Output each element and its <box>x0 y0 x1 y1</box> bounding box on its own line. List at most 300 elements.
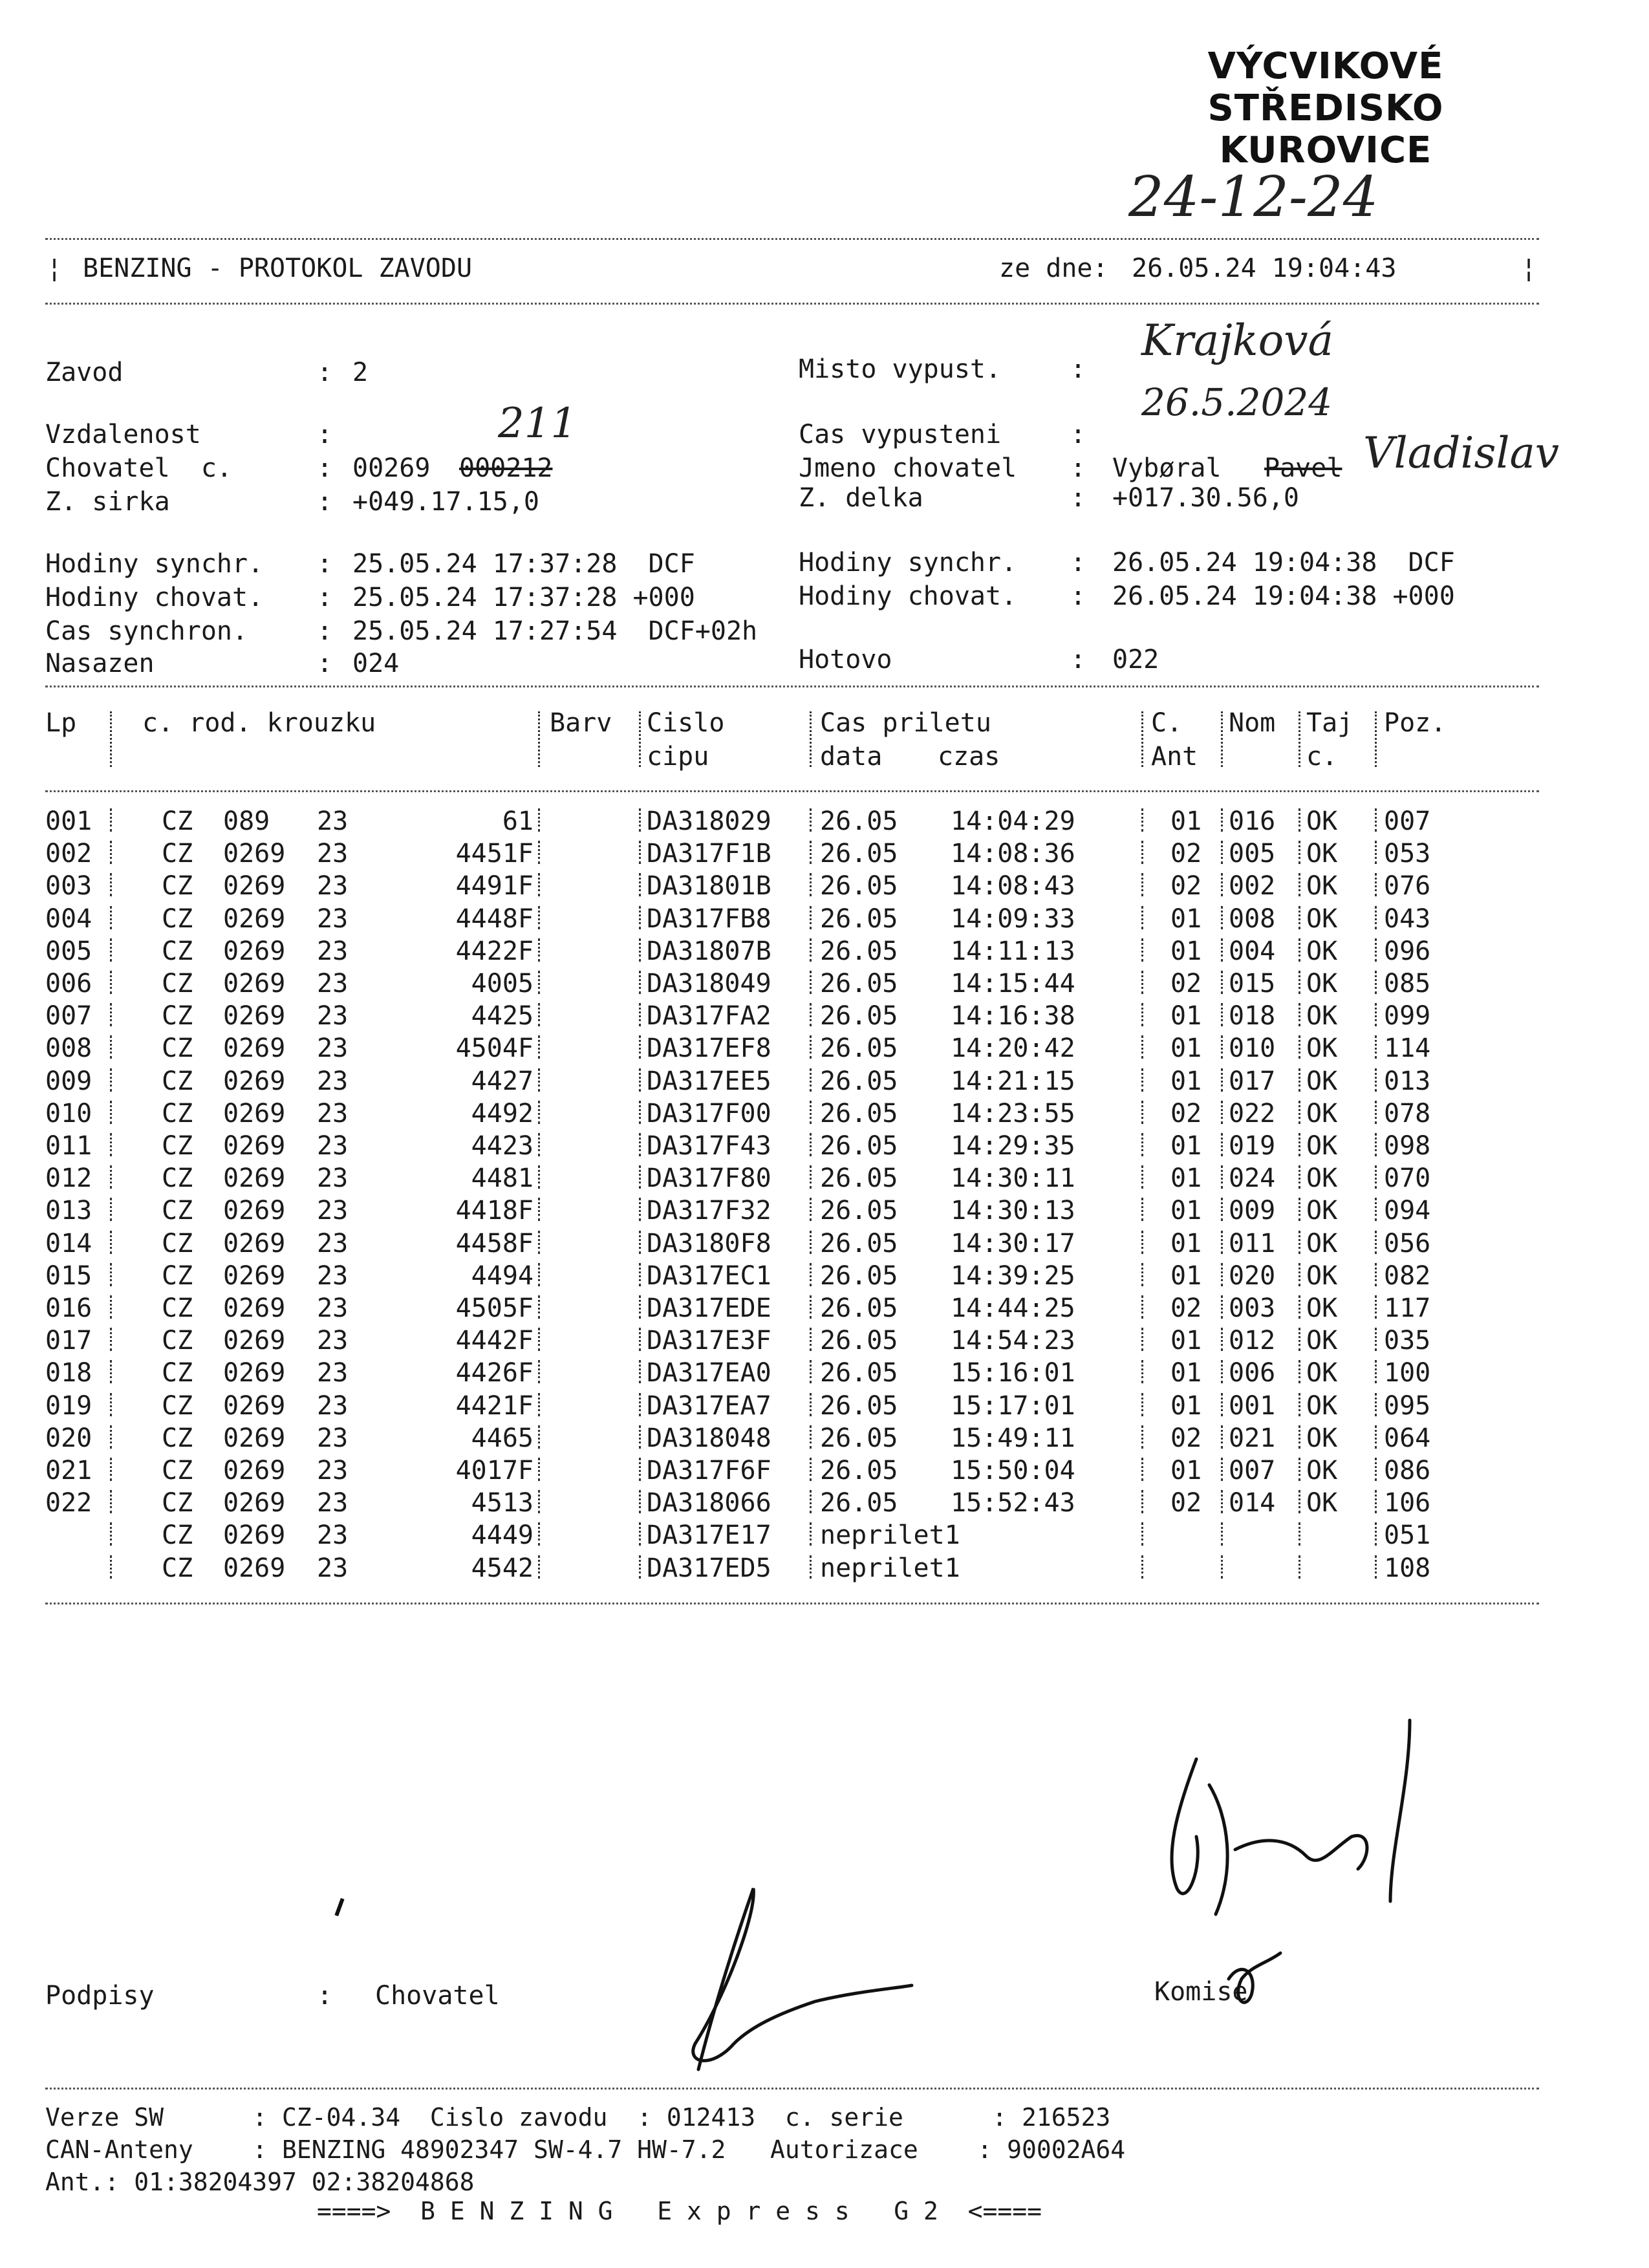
cell-taj: OK <box>1306 1163 1338 1194</box>
podpisy-colon: : <box>317 1981 333 2011</box>
cell-year: 23 <box>317 1228 349 1258</box>
komise-label: Komise <box>1154 1977 1248 2007</box>
cell-chip: DA317EDE <box>647 1293 771 1323</box>
cell-year: 23 <box>317 839 349 869</box>
cell-chip: DA317EF8 <box>647 1033 771 1064</box>
column-separator <box>810 841 814 864</box>
cell-nom: 022 <box>1229 1098 1276 1129</box>
cell-chip: DA317E17 <box>647 1520 771 1551</box>
cell-ring: 61 <box>502 806 534 836</box>
cell-lp: 012 <box>45 1163 92 1194</box>
column-separator <box>639 1068 643 1092</box>
cell-ring: 4427 <box>471 1066 534 1096</box>
table-row <box>0 1555 1649 1588</box>
rule-top <box>45 238 1539 240</box>
column-separator <box>1299 841 1303 864</box>
cell-year: 23 <box>317 903 349 934</box>
column-separator <box>810 1360 814 1383</box>
cell-year: 23 <box>317 1358 349 1388</box>
cell-lp: 019 <box>45 1390 92 1421</box>
table-row <box>0 938 1649 971</box>
cell-org: 0269 <box>223 1390 286 1421</box>
cell-ant: 01 <box>1170 1326 1202 1356</box>
column-separator <box>639 873 643 896</box>
cell-org: 0269 <box>223 969 286 999</box>
cell-ant: 02 <box>1170 871 1202 902</box>
cell-ant: 01 <box>1170 806 1202 836</box>
cell-org: 0269 <box>223 1196 286 1226</box>
column-separator <box>810 1425 814 1449</box>
header-sep <box>810 711 814 767</box>
cell-lp: 008 <box>45 1033 92 1064</box>
column-separator <box>1141 1003 1146 1026</box>
cell-time: 14:23:55 <box>951 1098 1075 1129</box>
cell-org: 0269 <box>223 903 286 934</box>
cell-taj: OK <box>1306 1423 1338 1453</box>
header-nom: Nom <box>1229 708 1276 738</box>
cell-poz: 013 <box>1384 1066 1431 1096</box>
cell-nom: 020 <box>1229 1260 1276 1291</box>
cell-country: CZ <box>162 1520 193 1551</box>
table-row <box>0 873 1649 905</box>
cell-chip: DA317ED5 <box>647 1553 771 1583</box>
cell-chip: DA317EA7 <box>647 1390 771 1421</box>
header-c-1: C. <box>1151 708 1183 738</box>
table-row <box>0 1198 1649 1230</box>
column-separator <box>1375 1328 1379 1351</box>
column-separator <box>1221 1522 1225 1546</box>
column-separator <box>1141 971 1146 994</box>
cell-org: 0269 <box>223 1423 286 1453</box>
cell-year: 23 <box>317 1131 349 1161</box>
cell-org: 0269 <box>223 1066 286 1096</box>
cell-org: 0269 <box>223 1228 286 1258</box>
table-row <box>0 1458 1649 1490</box>
table-row <box>0 1295 1649 1328</box>
cell-nom: 012 <box>1229 1326 1276 1356</box>
cell-chip: DA31807B <box>647 936 771 966</box>
cell-date: 26.05 <box>820 969 898 999</box>
column-separator <box>1375 1458 1379 1481</box>
cell-lp: 022 <box>45 1488 92 1518</box>
cell-poz: 053 <box>1384 839 1431 869</box>
cell-time: 15:17:01 <box>951 1390 1075 1421</box>
column-separator <box>538 1198 543 1221</box>
cell-nom: 016 <box>1229 806 1276 836</box>
cell-ring: 4491F <box>455 871 534 902</box>
column-separator <box>110 1198 114 1221</box>
cell-date: 26.05 <box>820 1131 898 1161</box>
column-separator <box>1375 1133 1379 1156</box>
cell-chip: DA317E3F <box>647 1326 771 1356</box>
sync-left-label-2: Hodiny chovat. <box>45 583 264 612</box>
cell-date: 26.05 <box>820 1098 898 1129</box>
cell-nom: 007 <box>1229 1456 1276 1485</box>
cell-ring: 4465 <box>471 1423 534 1453</box>
column-separator <box>1141 1555 1146 1579</box>
cell-org: 0269 <box>223 1260 286 1291</box>
column-separator <box>538 873 543 896</box>
column-separator <box>1141 1393 1146 1416</box>
cell-lp: 006 <box>45 969 92 999</box>
column-separator <box>1141 938 1146 962</box>
column-separator <box>1299 1490 1303 1513</box>
cell-ring: 4505F <box>455 1293 534 1323</box>
cell-time: 14:16:38 <box>951 1001 1075 1031</box>
cell-date: neprilet1 <box>820 1520 960 1551</box>
cell-nom: 005 <box>1229 839 1276 869</box>
cell-org: 0269 <box>223 839 286 869</box>
cell-lp: 020 <box>45 1423 92 1453</box>
column-separator <box>1141 1263 1146 1286</box>
cell-lp: 004 <box>45 903 92 934</box>
column-separator <box>810 1295 814 1319</box>
column-separator <box>110 1165 114 1189</box>
footer-brand-line: ====> B E N Z I N G E x p r e s s G 2 <==== <box>317 2197 1042 2225</box>
sync-left-value-1: 25.05.24 17:37:28 DCF <box>352 549 695 579</box>
header-taj-2: c. <box>1306 742 1338 772</box>
cell-date: 26.05 <box>820 1326 898 1356</box>
cell-date: 26.05 <box>820 1358 898 1388</box>
chovatel-colon: : <box>317 453 333 483</box>
cell-year: 23 <box>317 1293 349 1323</box>
column-separator <box>1375 1263 1379 1286</box>
cell-lp: 002 <box>45 839 92 869</box>
column-separator <box>1299 1035 1303 1059</box>
sync-right-label-1: Hodiny synchr. <box>799 548 1017 578</box>
cell-country: CZ <box>162 1260 193 1291</box>
header-sep <box>1141 711 1146 767</box>
column-separator <box>110 1035 114 1059</box>
cell-ant: 02 <box>1170 1293 1202 1323</box>
cell-year: 23 <box>317 1260 349 1291</box>
column-separator <box>1299 1133 1303 1156</box>
cell-lp: 013 <box>45 1196 92 1226</box>
cell-chip: DA317F6F <box>647 1456 771 1485</box>
cell-org: 0269 <box>223 1553 286 1583</box>
institution-stamp <box>1099 45 1552 171</box>
cell-date: 26.05 <box>820 936 898 966</box>
cell-poz: 076 <box>1384 871 1431 902</box>
cell-country: CZ <box>162 1390 193 1421</box>
cell-time: 15:49:11 <box>951 1423 1075 1453</box>
cell-poz: 043 <box>1384 903 1431 934</box>
column-separator <box>1221 1328 1225 1351</box>
table-header <box>0 710 1649 781</box>
header-sep <box>1299 711 1303 767</box>
cell-taj: OK <box>1306 1098 1338 1129</box>
header-c-2: Ant <box>1151 742 1198 772</box>
cell-country: CZ <box>162 903 193 934</box>
cell-ant: 01 <box>1170 936 1202 966</box>
column-separator <box>1221 1393 1225 1416</box>
cell-ant: 01 <box>1170 1228 1202 1258</box>
column-separator <box>1221 1555 1225 1579</box>
column-separator <box>810 1458 814 1481</box>
column-separator <box>538 1068 543 1092</box>
column-separator <box>1299 971 1303 994</box>
column-separator <box>1221 1458 1225 1481</box>
column-separator <box>110 1295 114 1319</box>
cell-lp: 015 <box>45 1260 92 1291</box>
cell-chip: DA317EE5 <box>647 1066 771 1096</box>
sync-right-value-3: 022 <box>1112 645 1159 675</box>
cell-time: 14:29:35 <box>951 1131 1075 1161</box>
column-separator <box>110 1360 114 1383</box>
cell-lp: 016 <box>45 1293 92 1323</box>
cell-nom: 011 <box>1229 1228 1276 1258</box>
column-separator <box>1375 1101 1379 1124</box>
cell-taj: OK <box>1306 839 1338 869</box>
cell-country: CZ <box>162 1553 193 1583</box>
column-separator <box>1375 906 1379 929</box>
zavod-value: 2 <box>352 358 369 387</box>
sirka-label: Z. sirka <box>45 487 170 517</box>
column-separator <box>1221 1295 1225 1319</box>
sync-right-colon-3: : <box>1070 645 1086 675</box>
column-separator <box>110 1101 114 1124</box>
protocol-title: BENZING - PROTOKOL ZAVODU <box>83 254 473 283</box>
column-separator <box>1141 873 1146 896</box>
cell-poz: 108 <box>1384 1553 1431 1583</box>
table-row <box>0 1425 1649 1458</box>
cell-country: CZ <box>162 1228 193 1258</box>
cell-chip: DA317F00 <box>647 1098 771 1129</box>
table-row <box>0 841 1649 873</box>
cell-chip: DA318066 <box>647 1488 771 1518</box>
column-separator <box>538 906 543 929</box>
cell-chip: DA318049 <box>647 969 771 999</box>
cell-taj: OK <box>1306 1488 1338 1518</box>
chovatel-signature-label: Chovatel <box>375 1981 500 2011</box>
column-separator <box>110 808 114 832</box>
handwritten-date-top: 24-12-24 <box>1128 165 1379 230</box>
column-separator <box>1299 906 1303 929</box>
cell-time: 14:39:25 <box>951 1260 1075 1291</box>
header-sep <box>639 711 643 767</box>
cell-time: 14:44:25 <box>951 1293 1075 1323</box>
chovatel-struck-number: 000212 <box>459 453 553 483</box>
column-separator <box>810 1198 814 1221</box>
cell-org: 0269 <box>223 1098 286 1129</box>
column-separator <box>110 1133 114 1156</box>
column-separator <box>1299 1165 1303 1189</box>
column-separator <box>810 1068 814 1092</box>
cell-year: 23 <box>317 1033 349 1064</box>
delka-value: +017.30.56,0 <box>1112 483 1299 513</box>
column-separator <box>110 971 114 994</box>
cell-nom: 001 <box>1229 1390 1276 1421</box>
column-separator <box>538 1555 543 1579</box>
column-separator <box>110 1425 114 1449</box>
column-separator <box>1299 938 1303 962</box>
column-separator <box>810 873 814 896</box>
jmeno-handwritten: Vladislav <box>1363 428 1560 478</box>
cell-taj: OK <box>1306 871 1338 902</box>
table-row <box>0 1390 1649 1425</box>
column-separator <box>110 1263 114 1286</box>
column-separator <box>1299 1522 1303 1546</box>
column-separator <box>1141 1522 1146 1546</box>
column-separator <box>110 1328 114 1351</box>
cell-nom: 006 <box>1229 1358 1276 1388</box>
column-separator <box>1375 1393 1379 1416</box>
cell-date: 26.05 <box>820 871 898 902</box>
cell-org: 089 <box>223 806 270 836</box>
column-separator <box>1299 1425 1303 1449</box>
sync-left-value-4: 024 <box>352 649 400 678</box>
cell-ant: 01 <box>1170 1456 1202 1485</box>
column-separator <box>810 1328 814 1351</box>
cell-country: CZ <box>162 969 193 999</box>
table-row <box>0 1165 1649 1198</box>
cell-nom: 014 <box>1229 1488 1276 1518</box>
sync-right-label-3: Hotovo <box>799 645 1017 675</box>
cell-date: 26.05 <box>820 1163 898 1194</box>
header-barv: Barv <box>550 708 612 738</box>
cell-taj: OK <box>1306 1001 1338 1031</box>
cas-vypusteni-label: Cas vypusteni <box>799 420 1002 449</box>
cell-poz: 086 <box>1384 1456 1431 1485</box>
rule-table-top <box>45 686 1539 687</box>
cell-year: 23 <box>317 1326 349 1356</box>
cell-nom: 019 <box>1229 1131 1276 1161</box>
commission-signature <box>1138 1707 1500 2018</box>
jmeno-label: Jmeno chovatel <box>799 453 1017 483</box>
column-separator <box>1221 873 1225 896</box>
cell-year: 23 <box>317 1163 349 1194</box>
cell-ring: 4504F <box>455 1033 534 1064</box>
cell-ant: 01 <box>1170 1260 1202 1291</box>
cell-poz: 117 <box>1384 1293 1431 1323</box>
cell-date: 26.05 <box>820 1260 898 1291</box>
cell-lp: 010 <box>45 1098 92 1129</box>
column-separator <box>639 1198 643 1221</box>
cell-lp: 014 <box>45 1228 92 1258</box>
column-separator <box>1221 971 1225 994</box>
sync-left-label-1: Hodiny synchr. <box>45 549 264 579</box>
column-separator <box>1141 1165 1146 1189</box>
cell-chip: DA31801B <box>647 871 771 902</box>
header-cas-1: Cas priletu <box>820 708 991 738</box>
cell-poz: 095 <box>1384 1390 1431 1421</box>
column-separator <box>639 1555 643 1579</box>
column-separator <box>1221 906 1225 929</box>
column-separator <box>639 841 643 864</box>
header-taj-1: Taj <box>1306 708 1353 738</box>
cell-org: 0269 <box>223 1293 286 1323</box>
cell-time: 14:30:11 <box>951 1163 1075 1194</box>
column-separator <box>810 1263 814 1286</box>
cell-nom: 015 <box>1229 969 1276 999</box>
cell-nom: 003 <box>1229 1293 1276 1323</box>
cell-date: 26.05 <box>820 1423 898 1453</box>
column-separator <box>810 1393 814 1416</box>
column-separator <box>1299 1068 1303 1092</box>
cell-taj: OK <box>1306 806 1338 836</box>
cell-country: CZ <box>162 1163 193 1194</box>
column-separator <box>1141 1068 1146 1092</box>
column-separator <box>1299 1295 1303 1319</box>
cell-time: 14:15:44 <box>951 969 1075 999</box>
header-poz: Poz. <box>1384 708 1447 738</box>
cell-nom: 021 <box>1229 1423 1276 1453</box>
rule-header-bottom <box>45 790 1539 792</box>
column-separator <box>1141 1458 1146 1481</box>
cell-time: 15:52:43 <box>951 1488 1075 1518</box>
cell-time: 14:08:36 <box>951 839 1075 869</box>
column-separator <box>1375 1490 1379 1513</box>
cell-nom: 018 <box>1229 1001 1276 1031</box>
column-separator <box>639 1101 643 1124</box>
cell-lp: 017 <box>45 1326 92 1356</box>
column-separator <box>1221 1263 1225 1286</box>
cell-nom: 017 <box>1229 1066 1276 1096</box>
column-separator <box>639 1360 643 1383</box>
cell-year: 23 <box>317 1488 349 1518</box>
cell-org: 0269 <box>223 1520 286 1551</box>
cell-date: 26.05 <box>820 806 898 836</box>
cell-chip: DA317F32 <box>647 1196 771 1226</box>
cell-lp: 003 <box>45 871 92 902</box>
header-cislo-1: Cislo <box>647 708 725 738</box>
column-separator <box>639 1003 643 1026</box>
sync-left-colon-4: : <box>317 649 333 678</box>
column-separator <box>1299 1263 1303 1286</box>
column-separator <box>1299 873 1303 896</box>
cell-poz: 106 <box>1384 1488 1431 1518</box>
delka-colon: : <box>1070 483 1086 513</box>
cell-country: CZ <box>162 1326 193 1356</box>
cell-taj: OK <box>1306 1326 1338 1356</box>
vzdalenost-colon: : <box>317 420 333 449</box>
cell-time: 14:11:13 <box>951 936 1075 966</box>
cell-lp: 005 <box>45 936 92 966</box>
column-separator <box>810 1101 814 1124</box>
cell-year: 23 <box>317 1520 349 1551</box>
cell-taj: OK <box>1306 1131 1338 1161</box>
cell-date: 26.05 <box>820 839 898 869</box>
cell-country: CZ <box>162 839 193 869</box>
cell-ring: 4017F <box>455 1456 534 1485</box>
stamp-line-2: KUROVICE <box>1219 129 1432 171</box>
cell-year: 23 <box>317 1456 349 1485</box>
cell-date: neprilet1 <box>820 1553 960 1583</box>
cell-lp: 001 <box>45 806 92 836</box>
chovatel-label: Chovatel c. <box>45 453 232 483</box>
header-sep <box>1221 711 1225 767</box>
table-row <box>0 1522 1649 1555</box>
column-separator <box>1141 906 1146 929</box>
column-separator <box>1221 1003 1225 1026</box>
column-separator <box>1299 1555 1303 1579</box>
cell-poz: 056 <box>1384 1228 1431 1258</box>
cell-ring: 4418F <box>455 1196 534 1226</box>
header-sep <box>110 711 114 767</box>
cell-chip: DA3180F8 <box>647 1228 771 1258</box>
column-separator <box>110 841 114 864</box>
cell-org: 0269 <box>223 1326 286 1356</box>
cell-ant: 01 <box>1170 1001 1202 1031</box>
column-separator <box>110 873 114 896</box>
cell-ring: 4494 <box>471 1260 534 1291</box>
cell-ant: 01 <box>1170 1390 1202 1421</box>
cell-year: 23 <box>317 1196 349 1226</box>
cell-date: 26.05 <box>820 1066 898 1096</box>
column-separator <box>1141 1490 1146 1513</box>
column-separator <box>1375 1165 1379 1189</box>
cell-year: 23 <box>317 1098 349 1129</box>
